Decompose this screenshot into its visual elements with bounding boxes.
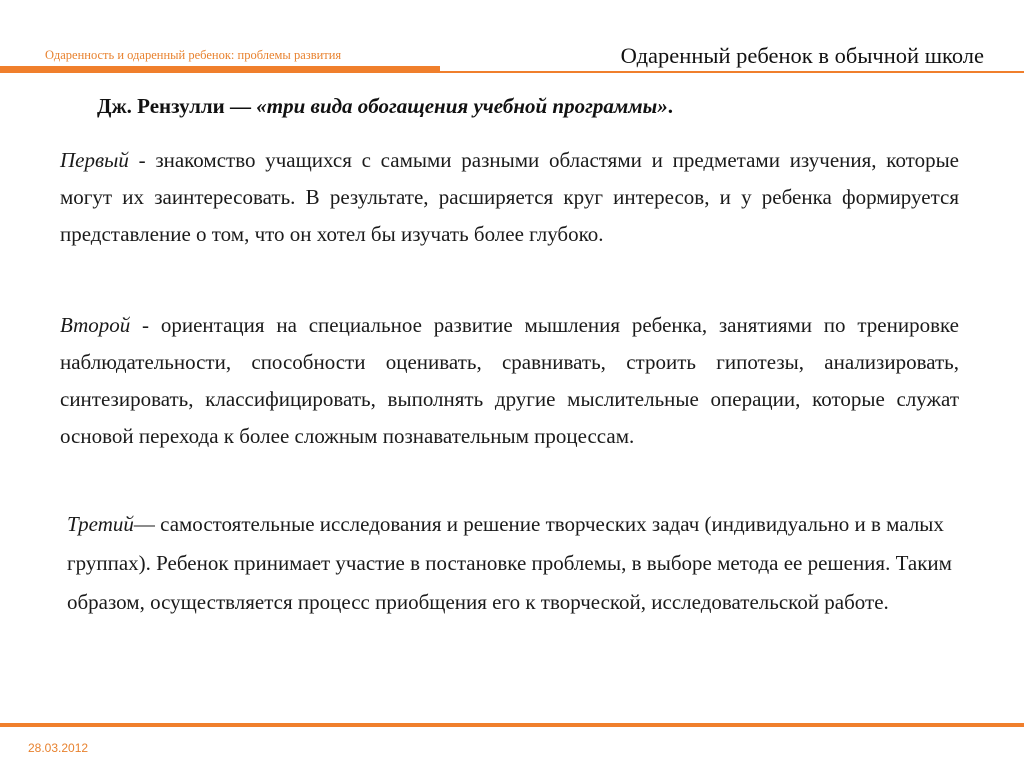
paragraph-lead: Первый <box>60 148 129 172</box>
section-title: Одаренность и одаренный ребенок: проблемы развития <box>45 48 342 62</box>
paragraph-second <box>60 307 959 455</box>
slide-title: Одаренный ребенок в обычной школе <box>620 43 984 68</box>
paragraph-first <box>60 142 959 253</box>
paragraph-lead: Второй <box>60 313 131 337</box>
footer-date: 28.03.2012 <box>28 741 89 755</box>
header-divider <box>0 71 1024 73</box>
heading-quote: «три вида обогащения учебной программы» <box>256 94 668 118</box>
paragraph-text: - ориентация на специальное развитие мышления ребенка, занятиями по тренировке наблюдательности, способности оценивать, сравнивать, строить гипотезы, анализировать, синтезировать, классифицировать, выполнять другие мыслительные операции, которые служат основой перехода к более сложным познавательным процессам. <box>60 313 959 448</box>
heading-author: Дж. Рензулли — <box>97 94 257 118</box>
content-heading <box>97 94 673 119</box>
paragraph-text: - знакомство учащихся с самыми разными областями и предметами изучения, которые могут их заинтересовать. В результате, расширяется круг интересов, и у ребенка формируется представление о том, что он хотел бы изучать более глубоко. <box>60 148 959 246</box>
heading-end: . <box>667 94 673 118</box>
footer-divider <box>0 723 1024 727</box>
paragraph-lead: Третий <box>67 512 134 536</box>
paragraph-third <box>67 505 977 622</box>
paragraph-text: — самостоятельные исследования и решение творческих задач (индивидуально и в малых группах). Ребенок принимает участие в постановке проблемы, в выборе метода ее решения. Таким образом, осуществляется процесс приобщения его к творческой, исследовательской работе. <box>67 512 952 614</box>
